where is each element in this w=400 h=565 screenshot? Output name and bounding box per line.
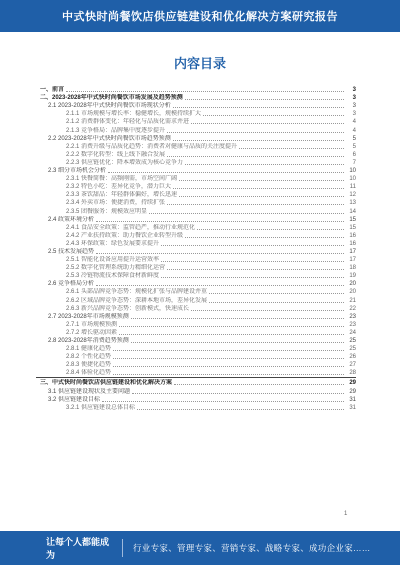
toc-entry-page: 20 — [349, 281, 356, 288]
toc-leader-dots — [179, 196, 344, 197]
toc-entry[interactable] — [36, 296, 356, 304]
toc-entry-text: 2.8 2023-2028年消费趋势预测 — [48, 338, 129, 344]
toc-entry-page: 31 — [349, 404, 356, 411]
toc-leader-dots — [113, 374, 344, 375]
toc-entry[interactable] — [36, 191, 356, 199]
toc-entry-page: 10 — [349, 168, 356, 175]
toc-entry-page: 23 — [349, 321, 356, 328]
toc-entry[interactable] — [36, 404, 356, 412]
toc-entry-page: 10 — [349, 176, 356, 183]
toc-entry-page: 4 — [352, 119, 356, 126]
toc-entry-text: 2.8.3 便捷化趋势 — [66, 362, 112, 369]
table-of-contents — [36, 86, 356, 412]
toc-entry-text: 2.5 技术发展趋势 — [48, 248, 95, 255]
toc-entry[interactable] — [36, 379, 356, 387]
toc-entry[interactable] — [36, 183, 356, 191]
toc-leader-dots — [167, 204, 344, 205]
toc-entry-page: 22 — [349, 305, 356, 312]
toc-entry-page: 14 — [349, 208, 356, 215]
toc-entry-text: 二、2023-2028年中式快时尚餐饮市场发展及趋势预测 — [40, 95, 183, 102]
toc-entry[interactable] — [36, 272, 356, 280]
toc-entry-text: 2.3.5 团餐服务：规模效应明显 — [66, 208, 148, 215]
toc-entry[interactable] — [36, 216, 356, 224]
toc-entry-page: 19 — [349, 273, 356, 280]
toc-leader-dots — [179, 180, 344, 181]
toc-entry-page: 25 — [349, 338, 356, 344]
toc-entry-text: 2.4 政策环境分析 — [48, 216, 95, 223]
toc-entry[interactable] — [36, 175, 356, 183]
toc-entry-text: 2.7.2 增长驱动因素 — [66, 329, 118, 336]
toc-entry-text: 2.3.1 快餐简餐：高频刚需，市场空间广阔 — [66, 176, 178, 183]
toc-entry-text: 2.1.1 市场规模与增长率：稳健增长，规模持续扩大 — [66, 111, 202, 118]
toc-entry-text: 2.3.4 外卖市场：便捷消费，持续扩张 — [66, 200, 166, 207]
toc-entry[interactable] — [36, 313, 356, 321]
toc-entry-page: 17 — [349, 257, 356, 264]
toc-entry-text: 2.1.3 竞争格局：品牌集中度逐步提升 — [66, 127, 166, 134]
toc-entry[interactable] — [36, 118, 356, 126]
toc-entry-text: 3.2.1 供应链建设总体目标 — [66, 404, 136, 411]
toc-leader-dots — [96, 221, 344, 222]
toc-entry-page: 15 — [349, 216, 356, 223]
toc-leader-dots — [239, 148, 344, 149]
toc-entry[interactable] — [36, 86, 356, 94]
toc-entry-text: 2.3.3 茶饮甜品：年轻群体偏好，增长迅速 — [66, 192, 178, 199]
toc-entry[interactable] — [36, 224, 356, 232]
toc-entry-text: 3.2 供应链建设目标 — [48, 396, 101, 403]
toc-entry-text: 2.3.2 特色小吃：差异化竞争，潜力巨大 — [66, 184, 172, 191]
toc-entry-text: 2.5.3 冷链物流技术保障食材新鲜度 — [66, 273, 160, 280]
toc-entry-text: 2.1 2023-2028年中式快时尚餐饮市场现状分析 — [48, 103, 171, 110]
toc-entry-page: 28 — [349, 370, 356, 377]
toc-entry-text: 2.7 2023-2028年市场规模预测 — [48, 313, 129, 320]
toc-entry-page: 24 — [349, 329, 356, 336]
toc-leader-dots — [209, 293, 344, 294]
toc-entry[interactable] — [36, 329, 356, 337]
toc-leader-dots — [96, 253, 344, 254]
toc-leader-dots — [203, 115, 344, 116]
toc-leader-dots — [173, 188, 344, 189]
toc-entry-text: 2.8.4 体验化趋势 — [66, 370, 112, 377]
toc-entry-text: 2.2.3 供应链优化：降本增效成为核心竞争力 — [66, 159, 184, 166]
toc-entry-page: 12 — [349, 192, 356, 199]
toc-leader-dots — [131, 318, 344, 319]
toc-entry-page: 11 — [349, 184, 356, 191]
toc-entry-text: 2.7.1 市场规模预测 — [66, 321, 118, 328]
toc-entry[interactable] — [36, 94, 356, 102]
toc-leader-dots — [174, 384, 344, 385]
toc-entry[interactable] — [36, 361, 356, 369]
toc-entry[interactable] — [36, 396, 356, 404]
toc-entry[interactable] — [36, 232, 356, 240]
toc-entry-text: 2.5.1 智能化设备应用提升运营效率 — [66, 257, 160, 264]
toc-leader-dots — [113, 366, 344, 367]
toc-entry[interactable] — [36, 248, 356, 256]
toc-leader-dots — [167, 132, 344, 133]
footer-slogan-right: 行业专家、管理专家、营销专家、战略专家、成功企业家…… — [133, 543, 371, 553]
toc-leader-dots — [191, 310, 344, 311]
toc-entry[interactable] — [36, 264, 356, 272]
toc-entry[interactable] — [36, 337, 356, 345]
toc-entry-page: 17 — [349, 248, 356, 255]
toc-entry[interactable] — [36, 280, 356, 288]
toc-entry[interactable] — [36, 135, 356, 143]
toc-entry[interactable] — [36, 159, 356, 167]
toc-entry-text: 一、前言 — [40, 87, 65, 94]
toc-leader-dots — [161, 245, 344, 246]
toc-leader-dots — [209, 302, 344, 303]
toc-entry-text: 2.8.1 健康化趋势 — [66, 346, 112, 353]
toc-entry-page: 3 — [352, 87, 356, 94]
toc-entry-page: 7 — [352, 159, 356, 166]
toc-entry-page: 13 — [349, 200, 356, 207]
toc-entry-page: 16 — [349, 232, 356, 239]
toc-entry-page: 5 — [352, 143, 356, 150]
toc-leader-dots — [185, 237, 344, 238]
toc-entry[interactable] — [36, 110, 356, 118]
page-number: 1 — [344, 511, 348, 517]
toc-entry-text: 2.2.1 消费升级与品质化趋势：消费者对健康与品质的关注度提升 — [66, 143, 238, 150]
toc-entry[interactable] — [36, 305, 356, 313]
toc-leader-dots — [108, 172, 344, 173]
toc-entry-text: 2.2.2 数字化转型：线上线下融合发展 — [66, 151, 166, 158]
toc-entry[interactable] — [36, 369, 356, 378]
toc-leader-dots — [149, 213, 344, 214]
toc-entry[interactable] — [36, 151, 356, 159]
toc-entry[interactable] — [36, 321, 356, 329]
toc-entry[interactable] — [36, 288, 356, 296]
toc-entry-text: 2.4.2 产业扶持政策：助力餐饮企业转型升级 — [66, 232, 184, 239]
toc-leader-dots — [96, 285, 344, 286]
toc-leader-dots — [132, 393, 344, 394]
toc-entry-page: 23 — [349, 313, 356, 320]
toc-entry-page: 18 — [349, 265, 356, 272]
toc-leader-dots — [167, 269, 344, 270]
toc-entry-text: 2.5.2 数字化管理系统助力精细化运营 — [66, 265, 166, 272]
toc-entry-page: 5 — [352, 135, 356, 142]
toc-leader-dots — [137, 409, 344, 410]
footer-slogan-left: 让每个人都能成为 — [46, 537, 110, 560]
toc-entry-page: 31 — [349, 396, 356, 403]
toc-entry-page: 15 — [349, 224, 356, 231]
toc-entry-text: 2.2 2023-2028年中式快时尚餐饮市场趋势预测 — [48, 135, 171, 142]
toc-entry-page: 25 — [349, 346, 356, 353]
footer-divider — [122, 539, 123, 557]
toc-leader-dots — [185, 164, 344, 165]
toc-entry[interactable] — [36, 102, 356, 110]
toc-entry-page: 21 — [349, 297, 356, 304]
toc-entry-page: 20 — [349, 289, 356, 296]
toc-entry-page: 29 — [349, 380, 356, 387]
toc-leader-dots — [197, 229, 344, 230]
toc-leader-dots — [113, 358, 344, 359]
toc-entry[interactable] — [36, 256, 356, 264]
toc-entry-page: 26 — [349, 354, 356, 361]
toc-entry[interactable] — [36, 126, 356, 134]
toc-entry-text: 2.4.3 环保政策：绿色发展要求提升 — [66, 240, 160, 247]
toc-leader-dots — [119, 334, 344, 335]
toc-leader-dots — [173, 140, 344, 141]
toc-entry-page: 3 — [352, 111, 356, 118]
toc-entry-page: 16 — [349, 240, 356, 247]
toc-leader-dots — [191, 123, 344, 124]
toc-entry-text: 2.1.2 消费群体变化：年轻化与品质化需求并进 — [66, 119, 190, 126]
toc-entry[interactable] — [36, 345, 356, 353]
toc-entry-text: 三、中式快时尚餐饮店供应链建设和优化解决方案 — [40, 380, 173, 387]
toc-entry-text: 2.6.1 头部品牌竞争态势：规模化扩张与品牌建设并重 — [66, 289, 208, 296]
report-header — [0, 0, 400, 32]
toc-entry[interactable] — [36, 167, 356, 175]
toc-entry-text: 2.6 竞争格局分析 — [48, 281, 95, 288]
toc-entry-page: 4 — [352, 127, 356, 134]
toc-entry-text: 3.1 供应链建设现状及主要问题 — [48, 388, 131, 395]
toc-leader-dots — [185, 99, 344, 100]
toc-leader-dots — [131, 342, 344, 343]
toc-leader-dots — [66, 91, 344, 92]
toc-leader-dots — [161, 261, 344, 262]
toc-leader-dots — [119, 326, 344, 327]
toc-entry-page: 3 — [352, 103, 356, 110]
toc-entry[interactable] — [36, 387, 356, 395]
toc-entry[interactable] — [36, 240, 356, 248]
toc-entry-page: 29 — [349, 388, 356, 395]
toc-leader-dots — [173, 107, 344, 108]
toc-entry[interactable] — [36, 143, 356, 151]
toc-entry-page: 27 — [349, 362, 356, 369]
toc-entry-text: 2.6.2 区域品牌竞争态势：深耕本地市场，差异化发展 — [66, 297, 208, 304]
toc-entry[interactable] — [36, 199, 356, 207]
toc-leader-dots — [161, 277, 344, 278]
toc-leader-dots — [113, 350, 344, 351]
toc-entry-text: 2.6.3 新兴品牌竞争态势：创新模式，快速成长 — [66, 305, 190, 312]
toc-title: 内容目录 — [173, 56, 226, 71]
footer-banner — [0, 531, 400, 565]
toc-leader-dots — [167, 156, 344, 157]
toc-entry[interactable] — [36, 207, 356, 215]
toc-entry-text: 2.8.2 个性化趋势 — [66, 354, 112, 361]
toc-entry-text: 2.4.1 食品安全政策：监管趋严，推动行业规范化 — [66, 224, 196, 231]
toc-entry-page: 6 — [352, 151, 356, 158]
toc-entry[interactable] — [36, 353, 356, 361]
toc-entry-page: 3 — [352, 95, 356, 102]
toc-entry-text: 2.3 细分市场机会分析 — [48, 168, 107, 175]
toc-leader-dots — [102, 401, 344, 402]
report-title: 中式快时尚餐饮店供应链建设和优化解决方案研究报告 — [62, 11, 338, 23]
